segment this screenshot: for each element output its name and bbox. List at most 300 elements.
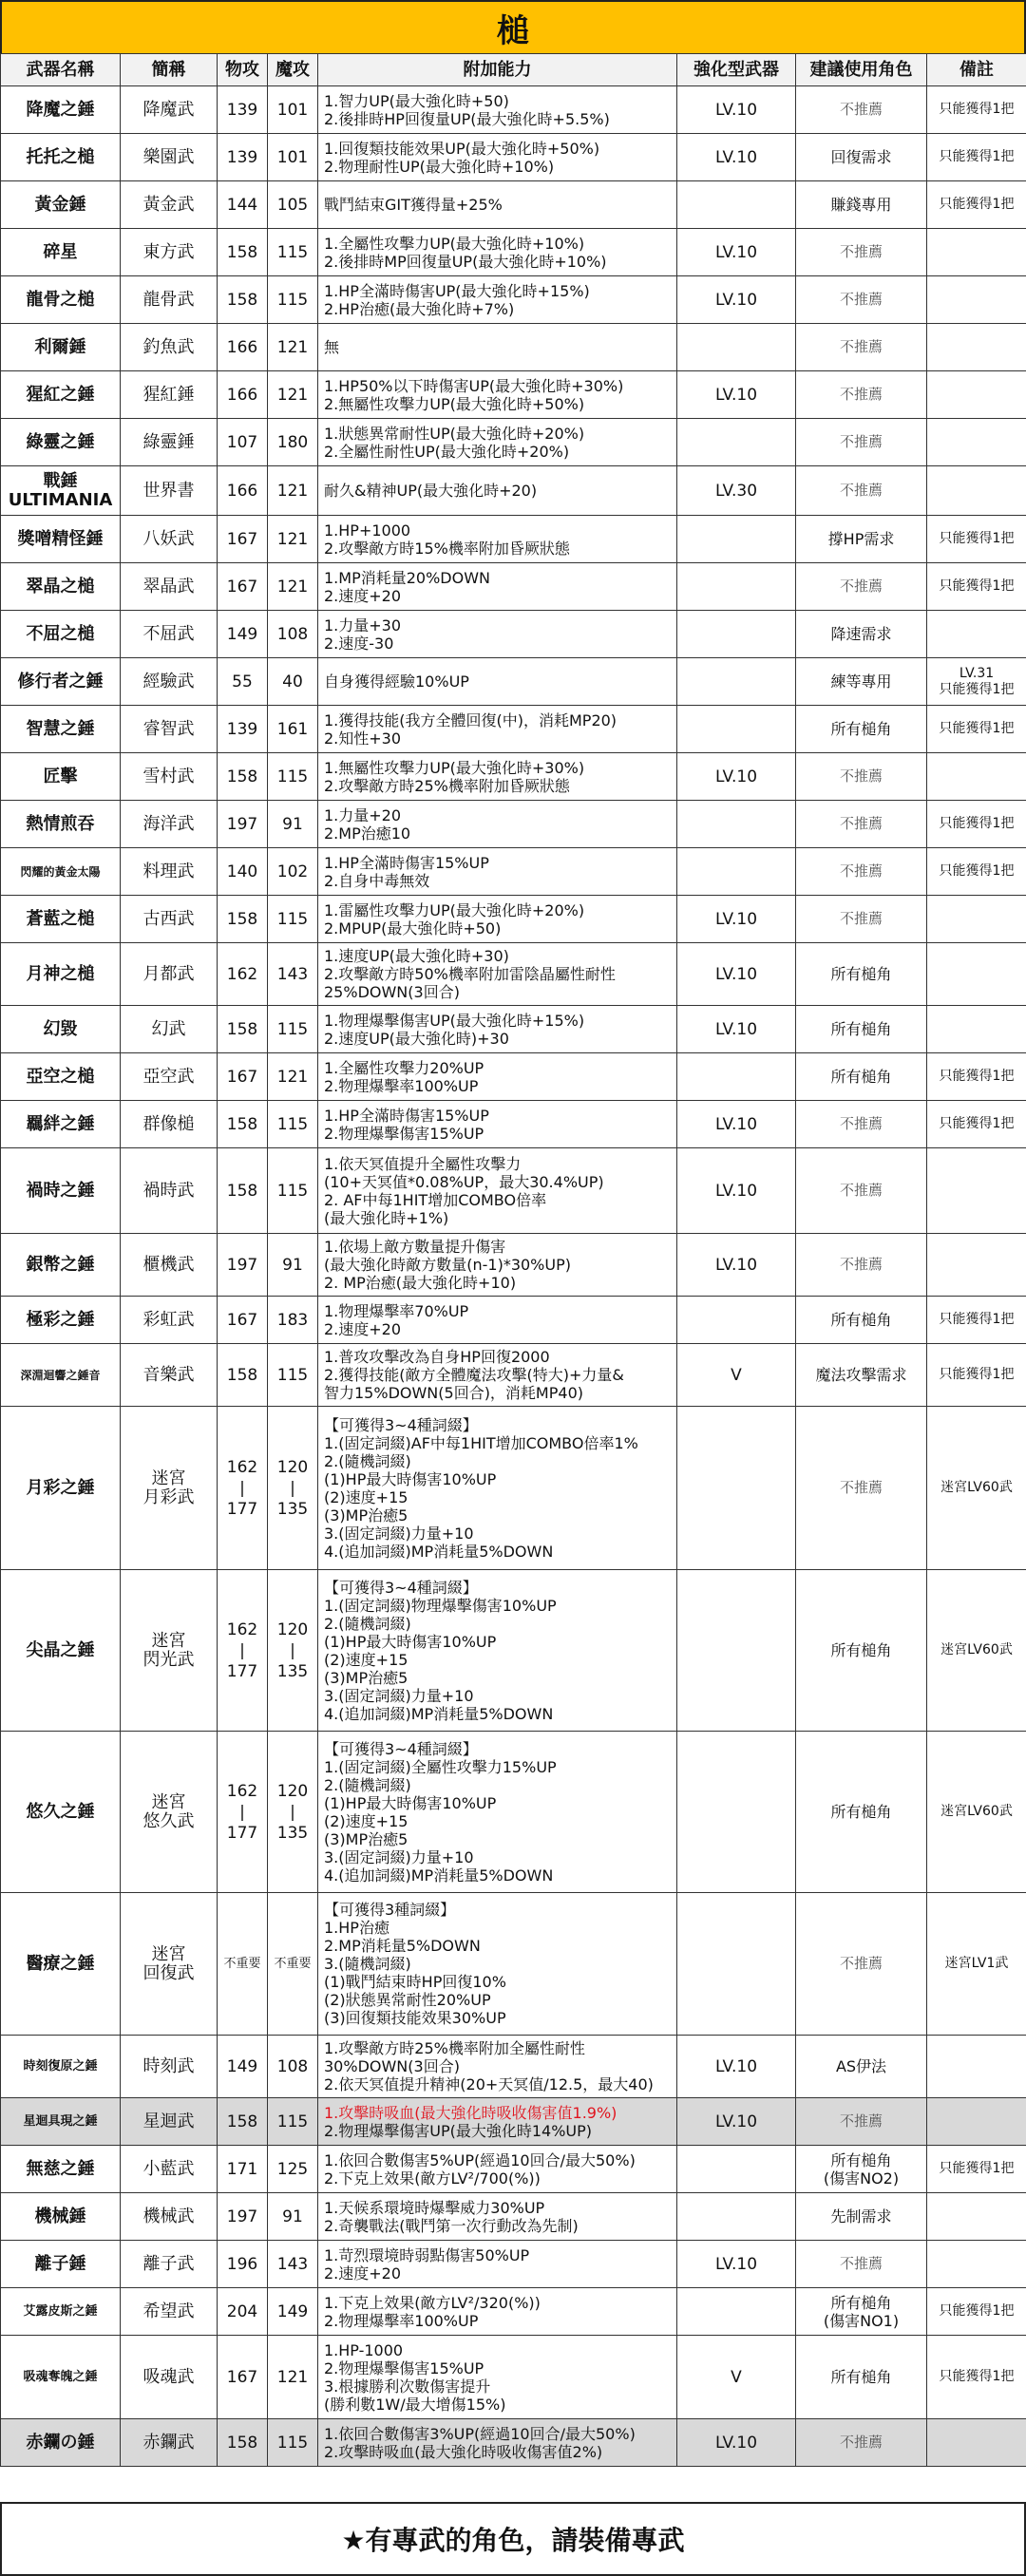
recommended-role: AS伊法 — [796, 2036, 927, 2098]
physical-attack: 196 — [218, 2241, 268, 2288]
recommended-role: 不推薦 — [796, 801, 927, 848]
ability-text: 1.回復類技能效果UP(最大強化時+50%) 2.物理耐性UP(最大強化時+10%) — [318, 134, 677, 181]
remark — [927, 753, 1026, 801]
physical-attack: 139 — [218, 706, 268, 753]
remark: 只能獲得1把 — [927, 848, 1026, 896]
recommended-role: 所有槌角 — [796, 1297, 927, 1344]
header-short: 簡稱 — [121, 54, 218, 86]
magic-attack: 121 — [268, 1053, 318, 1101]
physical-attack: 139 — [218, 86, 268, 134]
physical-attack: 158 — [218, 896, 268, 943]
weapon-short-name: 翠晶武 — [121, 563, 218, 611]
remark — [927, 2193, 1026, 2241]
weapon-short-name: 迷宮 悠久武 — [121, 1732, 218, 1893]
recommended-role: 不推薦 — [796, 753, 927, 801]
table-row — [1, 848, 1026, 896]
header-matk: 魔攻 — [268, 54, 318, 86]
ability-text: 1.HP-1000 2.物理爆擊傷害15%UP 3.根據勝利次數傷害提升 (勝利數1W/最大增傷15%) — [318, 2336, 677, 2419]
ability-line: 2.物理爆擊傷害UP(最大強化時14%UP) — [324, 2121, 593, 2140]
remark: LV.31 只能獲得1把 — [927, 658, 1026, 706]
table-row — [1, 324, 1026, 371]
recommended-role: 先制需求 — [796, 2193, 927, 2241]
enhance-level — [677, 706, 796, 753]
physical-attack: 158 — [218, 276, 268, 324]
magic-attack: 108 — [268, 611, 318, 658]
recommended-role: 所有槌角 — [796, 1006, 927, 1053]
weapon-short-name: 吸魂武 — [121, 2336, 218, 2419]
physical-attack: 107 — [218, 419, 268, 466]
physical-attack: 139 — [218, 134, 268, 181]
weapon-name: 悠久之錘 — [1, 1732, 121, 1893]
physical-attack: 149 — [218, 2036, 268, 2098]
ability-text: 自身獲得經驗10%UP — [318, 658, 677, 706]
enhance-level: LV.30 — [677, 466, 796, 516]
physical-attack: 162 | 177 — [218, 1407, 268, 1570]
weapon-name: 獎噌精怪錘 — [1, 516, 121, 563]
remark: 只能獲得1把 — [927, 1297, 1026, 1344]
weapon-name: 深淵迴響之錘音 — [1, 1344, 121, 1407]
physical-attack: 162 | 177 — [218, 1732, 268, 1893]
remark — [927, 943, 1026, 1006]
magic-attack: 115 — [268, 2098, 318, 2146]
enhance-level: V — [677, 1344, 796, 1407]
table-row — [1, 801, 1026, 848]
weapon-name: 幻毀 — [1, 1006, 121, 1053]
ability-text: 【可獲得3~4種詞綴】 1.(固定詞綴)AF中每1HIT增加COMBO倍率1% 2.(隨機詞綴) (1)HP最大時傷害10%UP (2)速度+15 (3)MP治癒5 3.(固定詞綴)力量+10 4.(追加詞綴)MP消耗量5%DOWN — [318, 1407, 677, 1570]
recommended-role: 不推薦 — [796, 466, 927, 516]
magic-attack: 102 — [268, 848, 318, 896]
magic-attack: 101 — [268, 134, 318, 181]
enhance-level: LV.10 — [677, 2419, 796, 2467]
weapon-name: 赤鑭の錘 — [1, 2419, 121, 2467]
recommended-role: 所有槌角 (傷害NO1) — [796, 2288, 927, 2336]
header-enhance: 強化型武器 — [677, 54, 796, 86]
recommended-role: 回復需求 — [796, 134, 927, 181]
ability-text: 1.苛烈環境時弱點傷害50%UP 2.速度+20 — [318, 2241, 677, 2288]
weapon-short-name: 綠靈錘 — [121, 419, 218, 466]
remark: 迷宮LV1武 — [927, 1893, 1026, 2036]
enhance-level — [677, 2146, 796, 2193]
weapon-name: 黃金錘 — [1, 181, 121, 229]
recommended-role: 不推薦 — [796, 229, 927, 276]
remark — [927, 611, 1026, 658]
weapon-short-name: 樂園武 — [121, 134, 218, 181]
weapon-name: 離子錘 — [1, 2241, 121, 2288]
remark — [927, 466, 1026, 516]
weapon-name: 醫療之錘 — [1, 1893, 121, 2036]
table-row — [1, 1101, 1026, 1148]
table-row — [1, 753, 1026, 801]
table-row — [1, 896, 1026, 943]
enhance-level — [677, 1732, 796, 1893]
physical-attack: 167 — [218, 1053, 268, 1101]
header-note: 備註 — [927, 54, 1026, 86]
table-row — [1, 181, 1026, 229]
remark: 只能獲得1把 — [927, 1053, 1026, 1101]
enhance-level — [677, 848, 796, 896]
physical-attack: 166 — [218, 371, 268, 419]
weapon-name: 禍時之錘 — [1, 1148, 121, 1234]
weapon-short-name: 月都武 — [121, 943, 218, 1006]
weapon-name: 龍骨之槌 — [1, 276, 121, 324]
magic-attack: 91 — [268, 1234, 318, 1297]
weapon-short-name: 群像槌 — [121, 1101, 218, 1148]
weapon-short-name: 小藍武 — [121, 2146, 218, 2193]
remark — [927, 1234, 1026, 1297]
weapon-name: 月神之槌 — [1, 943, 121, 1006]
magic-attack: 143 — [268, 943, 318, 1006]
table-row — [1, 1148, 1026, 1234]
weapon-name: 閃耀的黃金太陽 — [1, 848, 121, 896]
recommended-role: 不推薦 — [796, 324, 927, 371]
table-row — [1, 516, 1026, 563]
recommended-role: 不推薦 — [796, 848, 927, 896]
magic-attack: 115 — [268, 2419, 318, 2467]
ability-text: 1.下克上效果(敵方LV²/320(%)) 2.物理爆擊率100%UP — [318, 2288, 677, 2336]
ability-text: 1.智力UP(最大強化時+50) 2.後排時HP回復量UP(最大強化時+5.5%) — [318, 86, 677, 134]
remark: 只能獲得1把 — [927, 706, 1026, 753]
recommended-role: 所有槌角 — [796, 706, 927, 753]
weapon-short-name: 古西武 — [121, 896, 218, 943]
ability-text: 1.獲得技能(我方全體回復(中)，消耗MP20) 2.知性+30 — [318, 706, 677, 753]
recommended-role: 不推薦 — [796, 2419, 927, 2467]
weapon-short-name: 星迴武 — [121, 2098, 218, 2146]
table-row — [1, 2419, 1026, 2467]
recommended-role: 賺錢專用 — [796, 181, 927, 229]
weapon-short-name: 離子武 — [121, 2241, 218, 2288]
table-row — [1, 706, 1026, 753]
physical-attack: 149 — [218, 611, 268, 658]
weapon-name: 修行者之錘 — [1, 658, 121, 706]
table-row — [1, 134, 1026, 181]
magic-attack: 115 — [268, 1148, 318, 1234]
physical-attack: 166 — [218, 324, 268, 371]
remark: 只能獲得1把 — [927, 2288, 1026, 2336]
recommended-role: 撐HP需求 — [796, 516, 927, 563]
physical-attack: 171 — [218, 2146, 268, 2193]
weapon-short-name: 希望武 — [121, 2288, 218, 2336]
remark: 迷宮LV60武 — [927, 1732, 1026, 1893]
weapon-name: 碎星 — [1, 229, 121, 276]
sheet-title: 槌 — [0, 0, 1026, 53]
remark: 只能獲得1把 — [927, 2336, 1026, 2419]
magic-attack: 143 — [268, 2241, 318, 2288]
weapon-short-name: 迷宮 回復武 — [121, 1893, 218, 2036]
weapon-short-name: 世界書 — [121, 466, 218, 516]
table-row — [1, 1407, 1026, 1570]
recommended-role: 不推薦 — [796, 2098, 927, 2146]
enhance-level — [677, 611, 796, 658]
enhance-level — [677, 1053, 796, 1101]
physical-attack: 158 — [218, 2419, 268, 2467]
remark — [927, 324, 1026, 371]
table-row — [1, 466, 1026, 516]
recommended-role: 不推薦 — [796, 2241, 927, 2288]
enhance-level — [677, 419, 796, 466]
weapon-short-name: 料理武 — [121, 848, 218, 896]
table-row — [1, 1570, 1026, 1732]
weapon-name: 星迴具現之錘 — [1, 2098, 121, 2146]
header-row — [1, 54, 1026, 86]
weapon-short-name: 禍時武 — [121, 1148, 218, 1234]
magic-attack: 105 — [268, 181, 318, 229]
weapon-short-name: 猩紅錘 — [121, 371, 218, 419]
remark: 只能獲得1把 — [927, 801, 1026, 848]
ability-text: 1.力量+20 2.MP治癒10 — [318, 801, 677, 848]
ability-text: 耐久&精神UP(最大強化時+20) — [318, 466, 677, 516]
weapon-name: 智慧之錘 — [1, 706, 121, 753]
weapon-name: 極彩之錘 — [1, 1297, 121, 1344]
weapon-name: 翠晶之槌 — [1, 563, 121, 611]
physical-attack: 166 — [218, 466, 268, 516]
weapon-name: 艾露皮斯之錘 — [1, 2288, 121, 2336]
physical-attack: 不重要 — [218, 1893, 268, 2036]
weapon-name: 匠擊 — [1, 753, 121, 801]
recommended-role: 不推薦 — [796, 371, 927, 419]
remark — [927, 371, 1026, 419]
weapon-short-name: 雪村武 — [121, 753, 218, 801]
enhance-level — [677, 1297, 796, 1344]
magic-attack: 121 — [268, 466, 318, 516]
weapon-name: 利爾錘 — [1, 324, 121, 371]
magic-attack: 不重要 — [268, 1893, 318, 2036]
recommended-role: 不推薦 — [796, 563, 927, 611]
recommended-role: 所有槌角 (傷害NO2) — [796, 2146, 927, 2193]
magic-attack: 115 — [268, 1344, 318, 1407]
ability-text: 1.依天冥值提升全屬性攻擊力 (10+天冥值*0.08%UP，最大30.4%UP) 2. AF中每1HIT增加COMBO倍率 (最大強化時+1%) — [318, 1148, 677, 1234]
enhance-level — [677, 324, 796, 371]
weapon-name: 不屈之槌 — [1, 611, 121, 658]
ability-text: 【可獲得3~4種詞綴】 1.(固定詞綴)物理爆擊傷害10%UP 2.(隨機詞綴) (1)HP最大時傷害10%UP (2)速度+15 (3)MP治癒5 3.(固定詞綴)力量+10 4.(追加詞綴)MP消耗量5%DOWN — [318, 1570, 677, 1732]
magic-attack: 125 — [268, 2146, 318, 2193]
enhance-level — [677, 1407, 796, 1570]
weapon-name: 綠靈之錘 — [1, 419, 121, 466]
ability-text: 戰鬥結束GIT獲得量+25% — [318, 181, 677, 229]
magic-attack: 115 — [268, 229, 318, 276]
magic-attack: 121 — [268, 563, 318, 611]
table-row — [1, 2146, 1026, 2193]
table-row — [1, 229, 1026, 276]
physical-attack: 167 — [218, 516, 268, 563]
enhance-level: LV.10 — [677, 1006, 796, 1053]
weapon-name: 羈絆之錘 — [1, 1101, 121, 1148]
table-row — [1, 2288, 1026, 2336]
recommended-role: 不推薦 — [796, 1234, 927, 1297]
remark: 只能獲得1把 — [927, 134, 1026, 181]
enhance-level: LV.10 — [677, 753, 796, 801]
physical-attack: 204 — [218, 2288, 268, 2336]
weapon-name: 猩紅之錘 — [1, 371, 121, 419]
weapon-short-name: 赤鑭武 — [121, 2419, 218, 2467]
enhance-level: LV.10 — [677, 229, 796, 276]
physical-attack: 158 — [218, 1344, 268, 1407]
table-row — [1, 1006, 1026, 1053]
weapon-short-name: 海洋武 — [121, 801, 218, 848]
remark — [927, 229, 1026, 276]
table-row — [1, 276, 1026, 324]
magic-attack: 183 — [268, 1297, 318, 1344]
remark: 只能獲得1把 — [927, 516, 1026, 563]
ability-text: 1.依回合數傷害5%UP(經過10回合/最大50%) 2.下克上效果(敵方LV²/700(%)) — [318, 2146, 677, 2193]
magic-attack: 120 | 135 — [268, 1732, 318, 1893]
magic-attack: 121 — [268, 371, 318, 419]
physical-attack: 162 — [218, 943, 268, 1006]
magic-attack: 115 — [268, 896, 318, 943]
table-row — [1, 1893, 1026, 2036]
ability-text: 1.雷屬性攻擊力UP(最大強化時+20%) 2.MPUP(最大強化時+50) — [318, 896, 677, 943]
recommended-role: 不推薦 — [796, 276, 927, 324]
weapon-name: 吸魂奪魄之錘 — [1, 2336, 121, 2419]
table-row — [1, 2336, 1026, 2419]
recommended-role: 練等專用 — [796, 658, 927, 706]
recommended-role: 不推薦 — [796, 1893, 927, 2036]
magic-attack: 115 — [268, 276, 318, 324]
weapon-name: 月彩之錘 — [1, 1407, 121, 1570]
remark — [927, 1148, 1026, 1234]
weapon-short-name: 釣魚武 — [121, 324, 218, 371]
enhance-level: LV.10 — [677, 1148, 796, 1234]
weapon-name: 尖晶之錘 — [1, 1570, 121, 1732]
magic-attack: 149 — [268, 2288, 318, 2336]
weapon-short-name: 音樂武 — [121, 1344, 218, 1407]
weapon-short-name: 時刻武 — [121, 2036, 218, 2098]
enhance-level — [677, 2193, 796, 2241]
weapon-name: 機械錘 — [1, 2193, 121, 2241]
physical-attack: 158 — [218, 2098, 268, 2146]
ability-text: 1.物理爆擊傷害UP(最大強化時+15%) 2.速度UP(最大強化時)+30 — [318, 1006, 677, 1053]
weapon-short-name: 經驗武 — [121, 658, 218, 706]
weapon-table — [0, 53, 1026, 2467]
ability-highlight: 1.攻擊時吸血(最大強化時吸收傷害值1.9%) — [324, 2103, 618, 2122]
enhance-level: LV.10 — [677, 1101, 796, 1148]
remark: 迷宮LV60武 — [927, 1407, 1026, 1570]
physical-attack: 197 — [218, 2193, 268, 2241]
physical-attack: 144 — [218, 181, 268, 229]
recommended-role: 所有槌角 — [796, 1570, 927, 1732]
physical-attack: 162 | 177 — [218, 1570, 268, 1732]
ability-text: 1.依場上敵方數量提升傷害 (最大強化時敵方數量(n-1)*30%UP) 2. MP治癒(最大強化時+10) — [318, 1234, 677, 1297]
remark: 只能獲得1把 — [927, 2146, 1026, 2193]
table-row — [1, 1234, 1026, 1297]
recommended-role: 不推薦 — [796, 419, 927, 466]
weapon-short-name: 東方武 — [121, 229, 218, 276]
remark: 只能獲得1把 — [927, 181, 1026, 229]
remark: 只能獲得1把 — [927, 563, 1026, 611]
remark — [927, 896, 1026, 943]
weapon-short-name: 睿智武 — [121, 706, 218, 753]
ability-text — [318, 2098, 677, 2146]
remark — [927, 276, 1026, 324]
magic-attack: 108 — [268, 2036, 318, 2098]
table-row — [1, 1732, 1026, 1893]
physical-attack: 158 — [218, 1101, 268, 1148]
table-row — [1, 371, 1026, 419]
recommended-role: 不推薦 — [796, 896, 927, 943]
table-row — [1, 86, 1026, 134]
table-row — [1, 1344, 1026, 1407]
magic-attack: 180 — [268, 419, 318, 466]
ability-text: 1.物理爆擊率70%UP 2.速度+20 — [318, 1297, 677, 1344]
weapon-name: 降魔之錘 — [1, 86, 121, 134]
recommended-role: 所有槌角 — [796, 2336, 927, 2419]
table-row — [1, 2193, 1026, 2241]
table-row — [1, 2036, 1026, 2098]
enhance-level: LV.10 — [677, 371, 796, 419]
table-row — [1, 658, 1026, 706]
enhance-level: LV.10 — [677, 2098, 796, 2146]
weapon-name: 銀幣之錘 — [1, 1234, 121, 1297]
remark — [927, 2419, 1026, 2467]
table-row — [1, 943, 1026, 1006]
recommended-role: 不推薦 — [796, 1407, 927, 1570]
enhance-level: V — [677, 2336, 796, 2419]
magic-attack: 121 — [268, 2336, 318, 2419]
recommended-role: 所有槌角 — [796, 1732, 927, 1893]
recommended-role: 不推薦 — [796, 1101, 927, 1148]
weapon-short-name: 彩虹武 — [121, 1297, 218, 1344]
weapon-short-name: 迷宮 閃光武 — [121, 1570, 218, 1732]
physical-attack: 158 — [218, 753, 268, 801]
weapon-name: 熱情煎吞 — [1, 801, 121, 848]
physical-attack: 158 — [218, 229, 268, 276]
enhance-level: LV.10 — [677, 2036, 796, 2098]
weapon-name: 戰錘 ULTIMANIA — [1, 466, 121, 516]
weapon-short-name: 幻武 — [121, 1006, 218, 1053]
remark: 只能獲得1把 — [927, 1344, 1026, 1407]
weapon-name: 托托之槌 — [1, 134, 121, 181]
ability-text: 1.HP+1000 2.攻擊敵方時15%機率附加昏厥狀態 — [318, 516, 677, 563]
magic-attack: 40 — [268, 658, 318, 706]
ability-text: 1.HP全滿時傷害15%UP 2.物理爆擊傷害15%UP — [318, 1101, 677, 1148]
weapon-name: 蒼藍之槌 — [1, 896, 121, 943]
table-row — [1, 563, 1026, 611]
remark — [927, 1006, 1026, 1053]
recommended-role: 魔法攻擊需求 — [796, 1344, 927, 1407]
table-row — [1, 1053, 1026, 1101]
enhance-level — [677, 181, 796, 229]
enhance-level — [677, 516, 796, 563]
weapon-short-name: 機械武 — [121, 2193, 218, 2241]
ability-text: 1.無屬性攻擊力UP(最大強化時+30%) 2.攻擊敵方時25%機率附加昏厥狀態 — [318, 753, 677, 801]
enhance-level: LV.10 — [677, 943, 796, 1006]
enhance-level: LV.10 — [677, 2241, 796, 2288]
remark — [927, 2098, 1026, 2146]
weapon-short-name: 亞空武 — [121, 1053, 218, 1101]
enhance-level: LV.10 — [677, 896, 796, 943]
weapon-name: 亞空之槌 — [1, 1053, 121, 1101]
ability-text: 無 — [318, 324, 677, 371]
enhance-level — [677, 2288, 796, 2336]
remark — [927, 419, 1026, 466]
recommended-role: 所有槌角 — [796, 943, 927, 1006]
ability-text: 1.全屬性攻擊力20%UP 2.物理爆擊率100%UP — [318, 1053, 677, 1101]
ability-text: 1.力量+30 2.速度-30 — [318, 611, 677, 658]
ability-text: 1.全屬性攻擊力UP(最大強化時+10%) 2.後排時MP回復量UP(最大強化時+10%) — [318, 229, 677, 276]
weapon-short-name: 八妖武 — [121, 516, 218, 563]
physical-attack: 167 — [218, 563, 268, 611]
physical-attack: 158 — [218, 1006, 268, 1053]
recommended-role: 不推薦 — [796, 1148, 927, 1234]
header-name: 武器名稱 — [1, 54, 121, 86]
ability-text: 1.普攻攻擊改為自身HP回復2000 2.獲得技能(敵方全體魔法攻擊(特大)+力量& 智力15%DOWN(5回合)，消耗MP40) — [318, 1344, 677, 1407]
physical-attack: 197 — [218, 1234, 268, 1297]
ability-text: 1.HP全滿時傷害UP(最大強化時+15%) 2.HP治癒(最大強化時+7%) — [318, 276, 677, 324]
weapon-name: 無慈之錘 — [1, 2146, 121, 2193]
remark: 只能獲得1把 — [927, 86, 1026, 134]
physical-attack: 55 — [218, 658, 268, 706]
magic-attack: 115 — [268, 1006, 318, 1053]
physical-attack: 167 — [218, 1297, 268, 1344]
